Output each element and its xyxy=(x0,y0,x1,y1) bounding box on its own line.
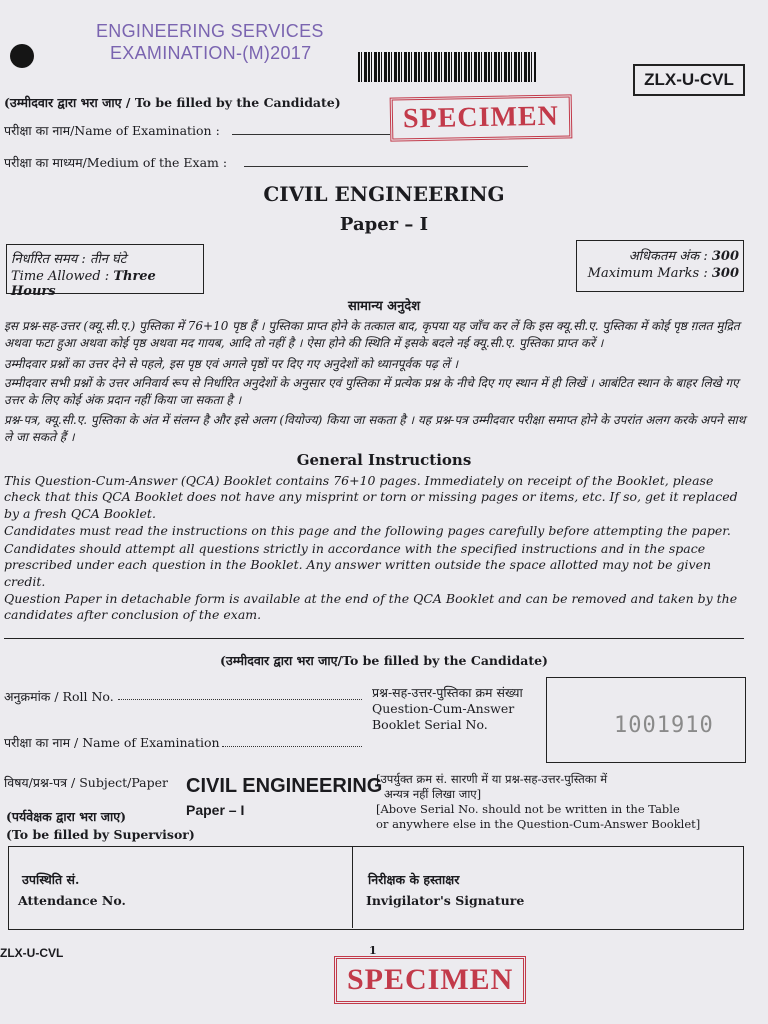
specimen-stamp-bottom: SPECIMEN xyxy=(334,956,526,1004)
subject-label: विषय/प्रश्न-पत्र / Subject/Paper xyxy=(4,775,169,790)
paper-number: Paper – I xyxy=(339,214,429,235)
exam-name-label: परीक्षा का नाम/Name of Examination : xyxy=(4,123,220,138)
attendance-hindi: उपस्थिति सं. xyxy=(22,872,80,887)
hindi-instruction-1: इस प्रश्न-सह-उत्तर (क्यू.सी.ए.) पुस्तिका में 76+10 पृष्ठ हैं । पुस्तिका प्राप्त होने के तत्काल बाद, कृपया यह जाँच कर लें कि इस क्यू.सी.ए. पुस्तिका में कोई पृष्ठ ग़लत मुद्रित अथवा फटा हुआ अथवा कोई पृष्ठ अथवा मद गायब, आदि तो नहीं है । ऐसा होने की स्थिति में इसके बदले नई क्यू.सी.ए. पुस्तिका प्राप्त करें । xyxy=(4,319,740,350)
footer-code: ZLX-U-CVL xyxy=(0,946,64,960)
specimen-stamp-top: SPECIMEN xyxy=(390,94,573,141)
time-value: Three Hours xyxy=(11,269,156,299)
serial-label-2: Booklet Serial No. xyxy=(372,717,488,732)
serial-label-hindi: प्रश्न-सह-उत्तर-पुस्तिका क्रम संख्या xyxy=(372,685,523,700)
time-label: Time Allowed : xyxy=(11,269,110,284)
invigilator-label: Invigilator's Signature xyxy=(366,893,525,908)
hindi-instruction-2: उम्मीदवार प्रश्नों का उत्तर देने से पहले, इस पृष्ठ एवं अगले पृष्ठों पर दिए गए अनुदेशों को ध्यानपूर्वक पढ़ लें । xyxy=(4,357,459,371)
medium-field[interactable] xyxy=(244,166,528,167)
general-instruction-4: Question Paper in detachable form is available at the end of the QCA Booklet and can be removed and taken by the candidates after conclusion of the exam. xyxy=(4,591,738,623)
exam-name-field[interactable] xyxy=(232,134,390,135)
time-hindi-value: तीन घंटे xyxy=(89,252,127,267)
supervisor-hindi: (पर्यवेक्षक द्वारा भरा जाए) xyxy=(6,809,127,824)
medium-label: परीक्षा का माध्यम/Medium of the Exam : xyxy=(4,155,228,170)
lower-exam-field[interactable] xyxy=(222,746,362,747)
lower-candidate-header: (उम्मीदवार द्वारा भरा जाए/To be filled by the Candidate) xyxy=(220,653,548,668)
serial-note-2: or anywhere else in the Question-Cum-Answer Booklet] xyxy=(376,817,701,831)
serial-note xyxy=(376,772,700,832)
general-instruction-2: Candidates must read the instructions on this page and the following pages carefully before attempting the paper. xyxy=(4,523,731,538)
subject-value: CIVIL ENGINEERING xyxy=(186,775,383,797)
stamp-line-2: EXAMINATION-(M)2017 xyxy=(110,43,312,63)
invigilator-hindi: निरीक्षक के हस्ताक्षर xyxy=(368,872,460,887)
hindi-heading: सामान्य अनुदेश xyxy=(347,299,421,314)
lower-exam-label: परीक्षा का नाम / Name of Examination xyxy=(4,735,220,750)
serial-note-hindi-1: [उपर्युक्त क्रम सं. सारणी में या प्रश्न-सह-उत्तर-पुस्तिका में xyxy=(376,772,608,786)
barcode xyxy=(358,52,536,82)
exam-stamp xyxy=(96,20,324,64)
supervisor-label: (To be filled by Supervisor) xyxy=(6,827,195,842)
section-divider xyxy=(4,638,744,639)
serial-number: 1001910 xyxy=(614,713,714,738)
attendance-table xyxy=(8,846,744,930)
general-instruction-3: Candidates should attempt all questions strictly in accordance with the specified instructions and in the space prescribed under each question in the Booklet. Any answer written outside the space allotted may not be given credit. xyxy=(4,541,712,589)
marks-hindi-label: अधिकतम अंक : xyxy=(628,249,708,264)
roll-label: अनुक्रमांक / Roll No. xyxy=(4,689,114,704)
attendance-label: Attendance No. xyxy=(18,893,126,908)
hindi-instruction-3: उम्मीदवार सभी प्रश्नों के उत्तर अनिवार्य रूप से निर्धारित अनुदेशों के अनुसार एवं पुस्तिका में प्रत्येक प्रश्न के नीचे दिए गए स्थान में ही लिखें । आबंटित स्थान के बाहर लिखे गए उत्तर के लिए कोई अंक प्रदान नहीं किया जा सकता है । xyxy=(4,376,739,407)
hindi-instruction-4: प्रश्न-पत्र, क्यू.सी.ए. पुस्तिका के अंत में संलग्न है और इसे अलग (वियोज्य) किया जा सकता है । यह प्रश्न-पत्र उम्मीदवार परीक्षा समाप्त होने के उपरांत अलग करके अपने साथ ले जा सकते हैं । xyxy=(4,413,746,444)
page-title: CIVIL ENGINEERING xyxy=(263,182,505,206)
general-instruction-1: This Question-Cum-Answer (QCA) Booklet contains 76+10 pages. Immediately on receipt of the Booklet, please check that this QCA Booklet does not have any misprint or torn or missing pages or items, etc. If so, get it replaced by a fresh QCA Booklet. xyxy=(4,473,738,521)
general-heading: General Instructions xyxy=(296,451,472,469)
time-box xyxy=(6,244,204,299)
serial-label-1: Question-Cum-Answer xyxy=(372,701,515,716)
page-number: 1 xyxy=(369,944,377,957)
serial-note-hindi-2: अन्यत्र नहीं लिखा जाए] xyxy=(384,787,482,801)
subject-paper: Paper – I xyxy=(186,802,245,818)
time-hindi-label: निर्धारित समय : xyxy=(11,252,86,267)
candidate-header: (उम्मीदवार द्वारा भरा जाए / To be filled by the Candidate) xyxy=(4,95,341,110)
paper-code: ZLX-U-CVL xyxy=(633,64,745,96)
marks-value: 300 xyxy=(711,266,739,281)
marks-hindi-value: 300 xyxy=(711,249,739,264)
roll-field[interactable] xyxy=(118,699,362,700)
serial-note-1: [Above Serial No. should not be written in the Table xyxy=(376,802,680,816)
registration-dot xyxy=(10,44,34,68)
stamp-line-1: ENGINEERING SERVICES xyxy=(96,21,324,41)
marks-label: Maximum Marks : xyxy=(587,266,708,281)
serial-label xyxy=(372,685,523,733)
marks-box xyxy=(576,240,744,292)
attendance-table-divider xyxy=(352,846,353,928)
